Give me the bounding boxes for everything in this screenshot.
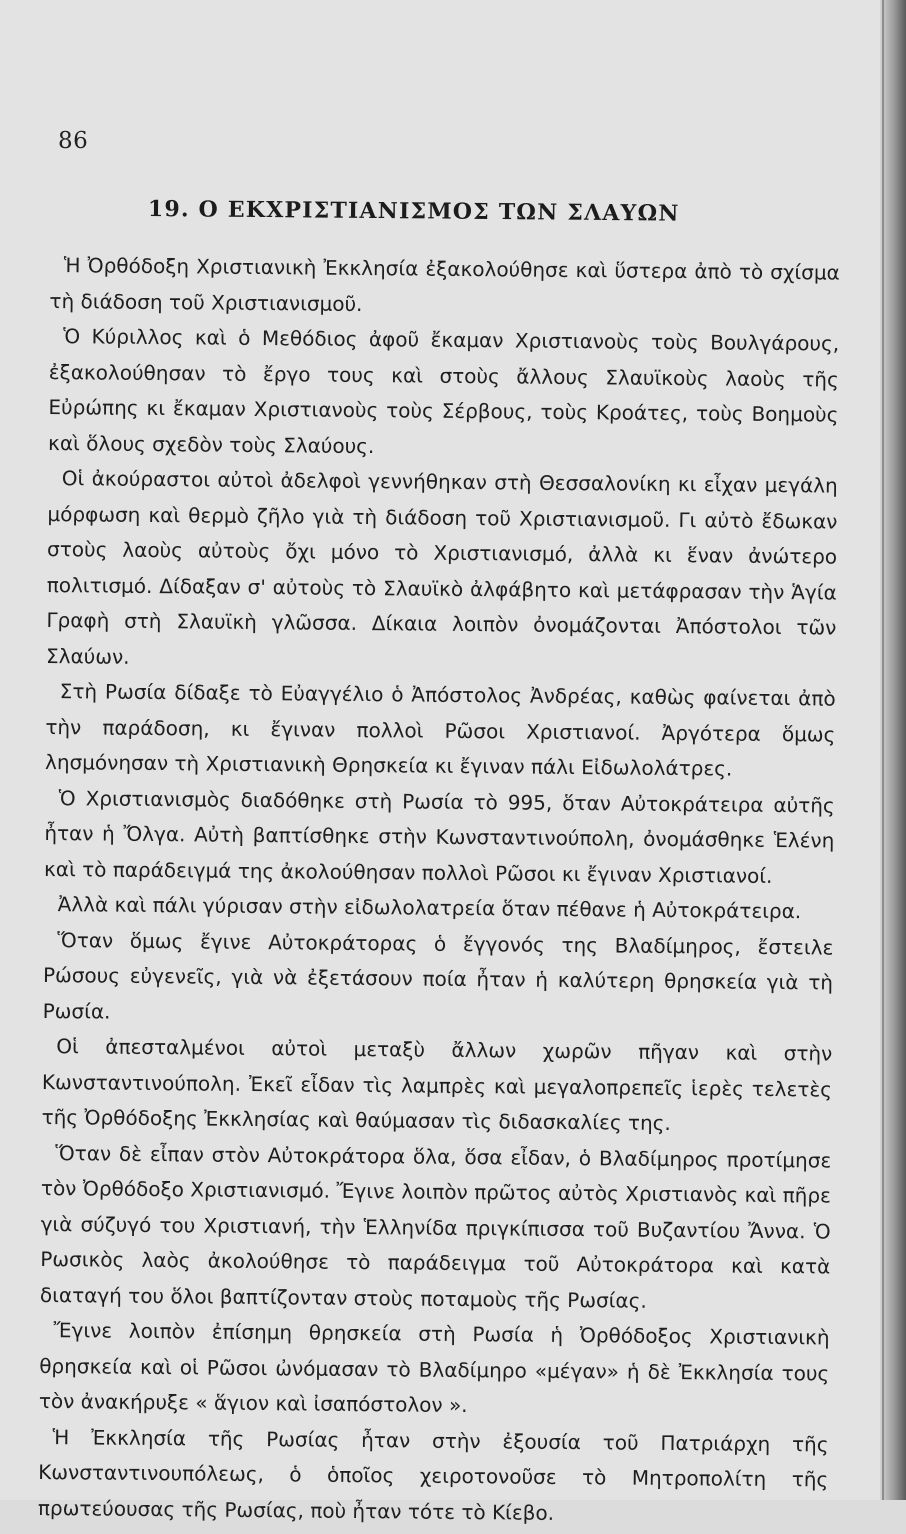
paragraph: Οἱ ἀκούραστοι αὐτοὶ ἀδελφοὶ γεννήθηκαν στὴ Θεσσαλονίκη κι εἶχαν μεγάλη μόρφωση καὶ θερμὸ ζῆλο γιὰ τὴ διάδοση τοῦ Χριστιανισμοῦ. Γι αὐτὸ ἔδωκαν στοὺς λαοὺς αὐτοὺς ὄχι μόνο τὸ Χριστιανισμό, ἀλλὰ κι ἕναν ἀνώτερο πολιτισμό. Δίδαξαν σ' αὐτοὺς τὸ Σλαυϊκὸ ἀλφάβητο καὶ μετάφρασαν τὴν Ἁγία Γραφὴ στὴ Σλαυϊκὴ γλῶσσα. Δίκαια λοιπὸν ὀνομάζονται Ἀπόστολοι τῶν Σλαύων. bbox=[45, 466, 838, 669]
paragraph: Οἱ ἀπεσταλμένοι αὐτοὶ μεταξὺ ἄλλων χωρῶν πῆγαν καὶ στὴν Κωνσταντινούπολη. Ἐκεῖ εἶδαν τὶς λαμπρὲς καὶ μεγαλοπρεπεῖς ἱερὲς τελετὲς τῆς Ὀρθόδοξης Ἐκκλησίας καὶ θαύμασαν τὶς διδασκαλίες της. bbox=[41, 1034, 833, 1135]
paragraph: Ὅταν ὅμως ἔγινε Αὐτοκράτορας ὁ ἔγγονός της Βλαδίμηρος, ἔστειλε Ρώσους εὐγενεῖς, γιὰ νὰ ἐξετάσουν ποία ἦταν ἡ καλύτερη θρησκεία γιὰ τὴ Ρωσία. bbox=[42, 927, 834, 1024]
gutter-line bbox=[882, 0, 884, 1500]
paragraph: Ἔγινε λοιπὸν ἐπίσημη θρησκεία στὴ Ρωσία ἡ Ὀρθόδοξος Χριστιανικὴ θρησκεία καὶ οἱ Ρῶσοι ὠνόμασαν τὸ Βλαδίμηρο «μέγαν» ἡ δὲ Ἐκκλησία τους τὸν ἀνακήρυξε « ἅγιον καὶ ἰσαπόστολον ». bbox=[38, 1318, 830, 1418]
paragraph: Ἀλλὰ καὶ πάλι γύρισαν στὴν εἰδωλολατρεία ὅταν πέθανε ἡ Αὐτοκράτειρα. bbox=[57, 892, 802, 924]
body-text bbox=[38, 248, 840, 1534]
paragraph: Στὴ Ρωσία δίδαξε τὸ Εὐαγγέλιο ὁ Ἀπόστολος Ἀνδρέας, καθὼς φαίνεται ἀπὸ τὴν παράδοση, κι ἔγιναν πολλοὶ Ρῶσοι Χριστιανοί. Ἀργότερα ὅμως λησμόνησαν τὴ Χριστιανικὴ Θρησκεία κι ἔγιναν πάλι Εἰδωλολάτρες. bbox=[44, 679, 836, 781]
paragraph: Ὅταν δὲ εἶπαν στὸν Αὐτοκράτορα ὅλα, ὅσα εἶδαν, ὁ Βλαδίμηρος προτίμησε τὸν Ὀρθόδοξο Χριστιανισμό. Ἔγινε λοιπὸν πρῶτος αὐτὸς Χριστιανὸς καὶ πῆρε γιὰ σύζυγό του Χριστιανή, τὴν Ἑλληνίδα πριγκίπισσα τοῦ Βυζαντίου Ἄννα. Ὁ Ρωσικὸς λαὸς ἀκολούθησε τὸ παράδειγμα τοῦ Αὐτοκράτορα καὶ κατὰ διαταγή του ὅλοι βαπτίζονταν στοὺς ποταμοὺς τῆς Ρωσίας. bbox=[39, 1140, 832, 1313]
paragraph: Ἡ Ὀρθόδοξη Χριστιανικὴ Ἐκκλησία ἐξακολούθησε καὶ ὕστερα ἀπὸ τὸ σχίσμα τὴ διάδοση τοῦ Χριστιανισμοῦ. bbox=[49, 253, 840, 316]
chapter-title: 19. Ο ΕΚΧΡΙΣΤΙΑΝΙΣΜΟΣ ΤΩΝ ΣΛΑΥΩΝ bbox=[147, 196, 680, 227]
page-number: 86 bbox=[58, 128, 89, 154]
paragraph: Ὁ Κύριλλος καὶ ὁ Μεθόδιος ἀφοῦ ἔκαμαν Χριστιανοὺς τοὺς Βουλγάρους, ἐξακολούθησαν τὸ ἔργο τους καὶ στοὺς ἄλλους Σλαυϊκοὺς λαοὺς τῆς Εὐρώπης κι ἔκαμαν Χριστιανοὺς τοὺς Σέρβους, τοὺς Κροάτες, τοὺς Βοημοὺς καὶ ὅλους σχεδὸν τοὺς Σλαύους. bbox=[48, 324, 840, 458]
paragraph: Ἡ Ἐκκλησία τῆς Ρωσίας ἦταν στὴν ἐξουσία τοῦ Πατριάρχη τῆς Κωνσταντινουπόλεως, ὁ ὁποῖος χειροτονοῦσε τὸ Μητροπολίτη τῆς πρωτεύουσας τῆς Ρωσίας, ποὺ ἦταν τότε τὸ Κίεβο. bbox=[37, 1424, 829, 1525]
paragraph: Ὁ Χριστιανισμὸς διαδόθηκε στὴ Ρωσία τὸ 995, ὅταν Αὐτοκράτειρα αὐτῆς ἦταν ἡ Ὄλγα. Αὐτὴ βαπτίσθηκε στὴν Κωνσταντινούπολη, ὀνομάσθηκε Ἑλένη καὶ τὸ παράδειγμά της ἀκολούθησαν πολλοὶ Ρῶσοι κι ἔγιναν Χριστιανοί. bbox=[43, 785, 835, 888]
